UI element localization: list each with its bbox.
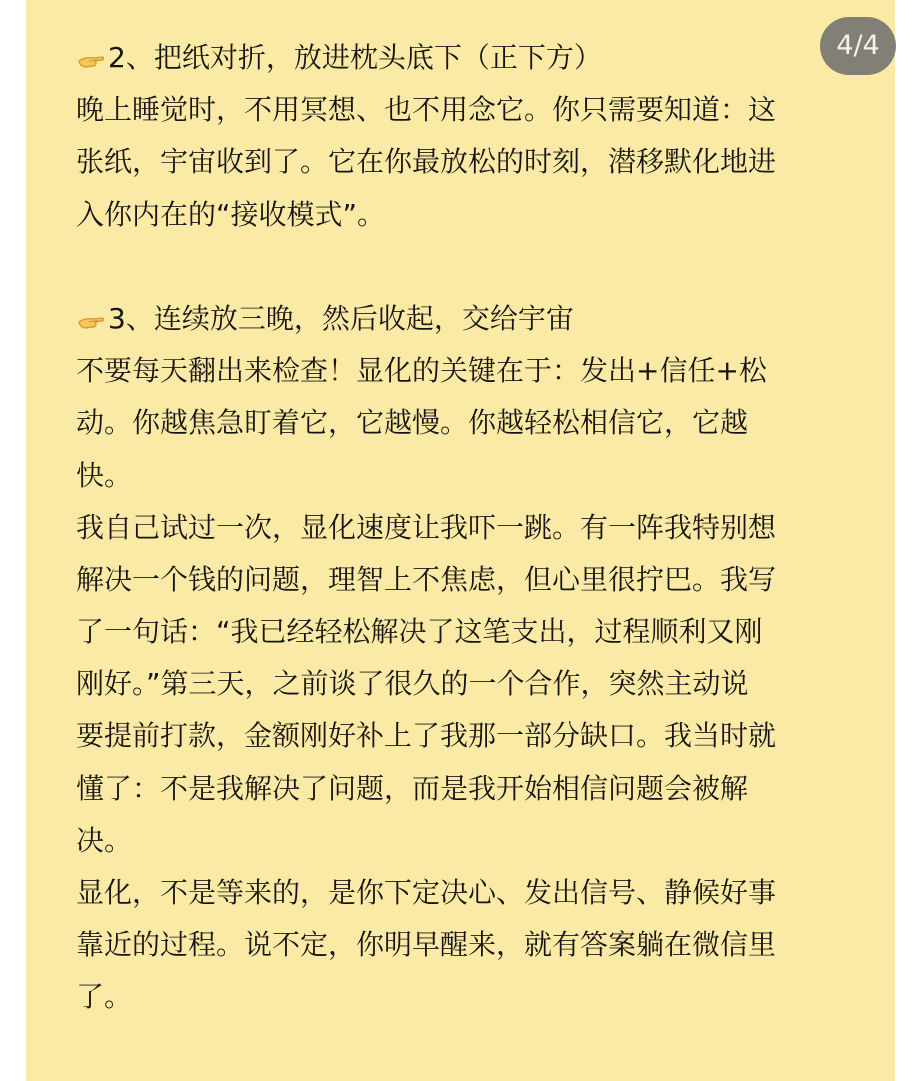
article-content <box>76 32 866 1024</box>
section-2-heading-text: 2、把纸对折，放进枕头底下（正下方） <box>108 41 602 74</box>
section-3-line: 解决一个钱的问题，理智上不焦虑，但心里很拧巴。我写 <box>76 562 777 596</box>
section-3-heading-text: 3、连续放三晚，然后收起，交给宇宙 <box>108 301 574 335</box>
section-3-line: 动。你越焦急盯着它，它越慢。你越轻松相信它，它越 <box>76 406 749 440</box>
section-3-line: 要提前打款，金额刚好补上了我那一部分缺口。我当时就 <box>76 719 777 753</box>
section-3-line: 不要每天翻出来检查！显化的关键在于：发出+信任+松 <box>76 354 767 388</box>
section-3-line: 显化，不是等来的，是你下定决心、发出信号、静候好事 <box>76 876 777 909</box>
section-2-heading <box>76 32 866 84</box>
section-3-line: 懂了：不是我解决了问题，而是我开始相信问题会被解 <box>76 771 749 805</box>
section-3-line: 了。 <box>76 980 133 1014</box>
pointing-hand-icon <box>76 43 106 71</box>
section-2-line: 晚上睡觉时，不用冥想、也不用念它。你只需要知道：这 <box>76 93 777 127</box>
paragraph-spacer <box>76 241 866 293</box>
section-3-line: 决。 <box>76 823 133 857</box>
section-2-line: 张纸，宇宙收到了。它在你最放松的时刻，潜移默化地进 <box>76 145 777 179</box>
pointing-hand-icon <box>76 304 106 332</box>
section-3-line: 快。 <box>76 458 133 492</box>
section-3-line: 刚好。”第三天，之前谈了很久的一个合作，突然主动说 <box>76 667 749 701</box>
section-3-line: 靠近的过程。说不定，你明早醒来，就有答案躺在微信里 <box>76 928 777 962</box>
section-3-heading <box>76 293 866 345</box>
section-3-line: 我自己试过一次，显化速度让我吓一跳。有一阵我特别想 <box>76 510 777 544</box>
page-indicator-badge: 4/4 <box>820 17 896 75</box>
note-page <box>26 0 895 1081</box>
section-2-line: 入你内在的“接收模式”。 <box>76 197 386 231</box>
section-3-line: 了一句话：“我已经轻松解决了这笔支出，过程顺利又刚 <box>76 615 763 649</box>
